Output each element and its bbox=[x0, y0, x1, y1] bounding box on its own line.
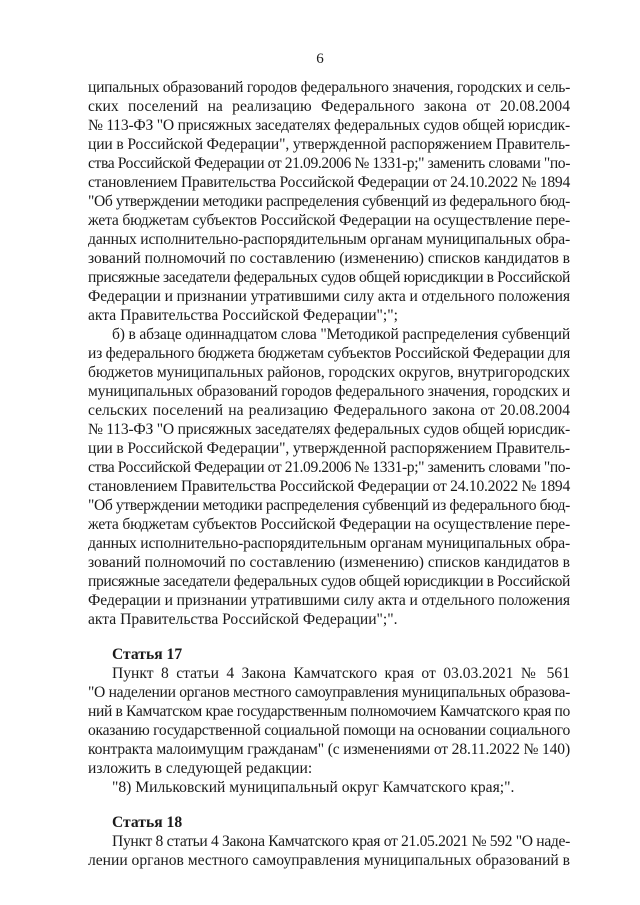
document-body bbox=[88, 78, 570, 870]
page-number: 6 bbox=[316, 51, 324, 67]
article-18 bbox=[88, 813, 570, 870]
text-line: сельских поселений на реализацию Федерального закона от 20.08.2004 bbox=[88, 402, 570, 419]
text-line: жета бюджетам субъектов Российской Федерации на осуществление пере- bbox=[88, 516, 570, 533]
text-line: ских поселений на реализацию Федерального закона от 20.08.2004 bbox=[88, 98, 570, 115]
text-line: данных исполнительно-распорядительным органам муниципальных обра- bbox=[88, 231, 570, 248]
text-line: ний в Камчатском крае государственным полномочием Камчатского края по bbox=[88, 703, 570, 720]
text-line: ципальных образований городов федерального значения, городских и сель- bbox=[88, 79, 570, 96]
article-17 bbox=[88, 645, 570, 797]
article-heading: Статья 18 bbox=[112, 814, 183, 831]
text-line: акта Правительства Российской Федерации";"; bbox=[88, 307, 398, 324]
text-line: ства Российской Федерации от 21.09.2006 № 1331-р;" заменить словами "по- bbox=[88, 459, 570, 476]
text-line: зований полномочий по составлению (изменению) списков кандидатов в bbox=[88, 250, 570, 267]
text-line: акта Правительства Российской Федерации";". bbox=[88, 611, 398, 628]
text-line: б) в абзаце одиннадцатом слова "Методикой распределения субвенций bbox=[112, 326, 570, 343]
text-line: "Об утверждении методики распределения субвенций из федерального бюд- bbox=[88, 193, 570, 210]
text-line: присяжные заседатели федеральных судов общей юрисдикции в Российской bbox=[88, 269, 570, 286]
quoted-amendment: "8) Мильковский муниципальный округ Камчатского края;". bbox=[112, 779, 515, 796]
paragraph-continuation bbox=[88, 78, 570, 325]
text-line: ции в Российской Федерации", утвержденной распоряжением Правитель- bbox=[88, 136, 570, 153]
text-line: изложить в следующей редакции: bbox=[88, 760, 313, 777]
text-line: зований полномочий по составлению (изменению) списков кандидатов в bbox=[88, 554, 570, 571]
paragraph-b bbox=[88, 325, 570, 629]
text-line: бюджетов муниципальных районов, городских округов, внутригородских bbox=[88, 364, 570, 381]
text-line: Федерации и признании утратившими силу акта и отдельного положения bbox=[88, 592, 570, 609]
text-line: № 113-ФЗ "О присяжных заседателях федеральных судов общей юрисдик- bbox=[88, 117, 570, 134]
text-line: Федерации и признании утратившими силу акта и отдельного положения bbox=[88, 288, 570, 305]
text-line: из федерального бюджета бюджетам субъектов Российской Федерации для bbox=[88, 345, 570, 362]
text-line: данных исполнительно-распорядительным органам муниципальных обра- bbox=[88, 535, 570, 552]
text-line: "О наделении органов местного самоуправления муниципальных образова- bbox=[88, 684, 570, 701]
text-line: № 113-ФЗ "О присяжных заседателях федеральных судов общей юрисдик- bbox=[88, 421, 570, 438]
text-line: становлением Правительства Российской Федерации от 24.10.2022 № 1894 bbox=[88, 478, 570, 495]
text-line: жета бюджетам субъектов Российской Федерации на осуществление пере- bbox=[88, 212, 570, 229]
text-line: лении органов местного самоуправления муниципальных образований в bbox=[88, 852, 570, 869]
text-line: оказанию государственной социальной помощи на основании социального bbox=[88, 722, 570, 739]
text-line: становлением Правительства Российской Федерации от 24.10.2022 № 1894 bbox=[88, 174, 570, 191]
text-line: Пункт 8 статьи 4 Закона Камчатского края от 21.05.2021 № 592 "О наде- bbox=[112, 833, 570, 850]
text-line: муниципальных образований городов федерального значения, городских и bbox=[88, 383, 570, 400]
article-heading: Статья 17 bbox=[112, 646, 183, 663]
text-line: Пункт 8 статьи 4 Закона Камчатского края от 03.03.2021 № 561 bbox=[112, 665, 570, 682]
text-line: присяжные заседатели федеральных судов общей юрисдикции в Российской bbox=[88, 573, 570, 590]
text-line: ции в Российской Федерации", утвержденной распоряжением Правитель- bbox=[88, 440, 570, 457]
text-line: ства Российской Федерации от 21.09.2006 № 1331-р;" заменить словами "по- bbox=[88, 155, 570, 172]
text-line: "Об утверждении методики распределения субвенций из федерального бюд- bbox=[88, 497, 570, 514]
text-line: контракта малоимущим гражданам" (с изменениями от 28.11.2022 № 140) bbox=[88, 741, 570, 758]
